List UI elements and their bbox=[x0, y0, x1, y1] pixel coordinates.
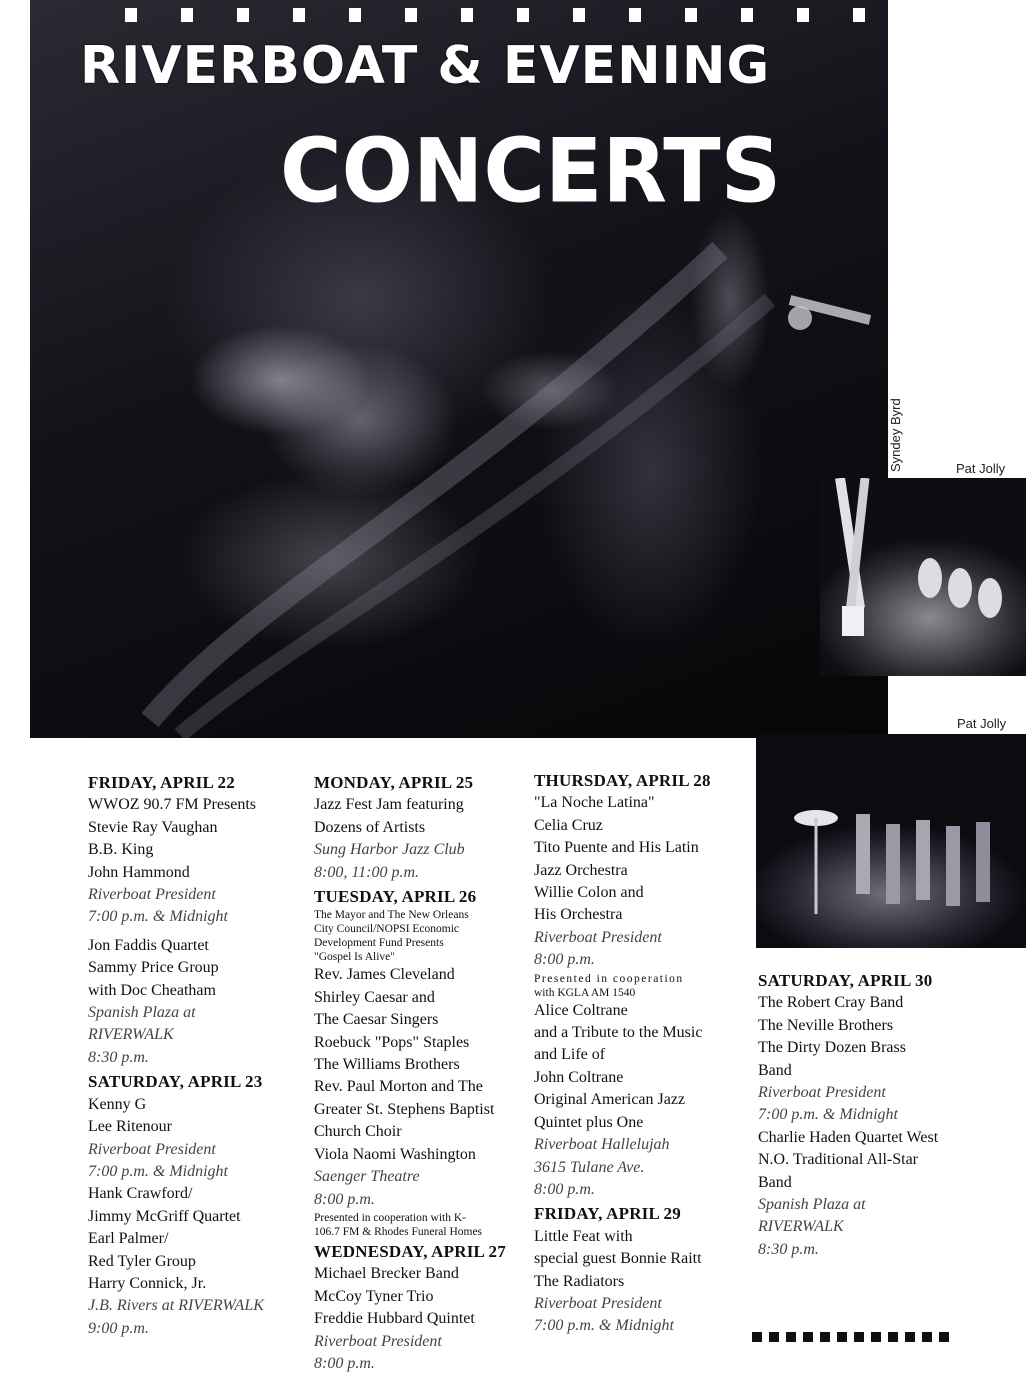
listing-line: Greater St. Stephens Baptist bbox=[314, 1100, 495, 1118]
listing-line: Jimmy McGriff Quartet bbox=[88, 1207, 241, 1225]
listing-line: Rev. James Cleveland bbox=[314, 966, 455, 984]
film-strip-holes bbox=[125, 8, 888, 22]
listing-line: Stevie Ray Vaughan bbox=[88, 818, 218, 836]
listing-line: Shirley Caesar and bbox=[314, 988, 435, 1006]
listing-line: Kenny G bbox=[88, 1095, 147, 1113]
listing-line: WWOZ 90.7 FM Presents bbox=[88, 796, 256, 814]
day-heading: THURSDAY, APRIL 28 bbox=[534, 771, 711, 790]
day-heading: FRIDAY, APRIL 29 bbox=[534, 1204, 681, 1224]
page-title-line1: RIVERBOAT & EVENING bbox=[80, 36, 771, 96]
presenter-note: 106.7 FM & Rhodes Funeral Homes bbox=[314, 1225, 483, 1238]
listing-line: and Life of bbox=[534, 1046, 606, 1064]
venue: Spanish Plaza at bbox=[758, 1196, 866, 1214]
page-title-line2: CONCERTS bbox=[280, 119, 782, 223]
show-time: 7:00 p.m. & Midnight bbox=[88, 908, 228, 926]
venue: Riverboat President bbox=[314, 1332, 442, 1350]
photo-credit-feet: Pat Jolly bbox=[956, 461, 1006, 476]
listing-line: The Williams Brothers bbox=[314, 1056, 460, 1074]
listing-line: John Coltrane bbox=[534, 1068, 624, 1086]
venue-address: 3615 Tulane Ave. bbox=[534, 1158, 645, 1176]
listing-line: Harry Connick, Jr. bbox=[88, 1274, 207, 1292]
show-time: 7:00 p.m. & Midnight bbox=[88, 1162, 228, 1180]
trumpeter-photo bbox=[30, 0, 888, 738]
venue: Sung Harbor Jazz Club bbox=[314, 841, 465, 859]
show-time: 9:00 p.m. bbox=[88, 1319, 149, 1337]
presenter-note: City Council/NOPSI Economic bbox=[314, 923, 460, 936]
listing-line: "La Noche Latina" bbox=[534, 794, 655, 812]
listing-line: Rev. Paul Morton and The bbox=[314, 1078, 483, 1096]
presenter-note: with KGLA AM 1540 bbox=[534, 986, 636, 999]
listing-line: Red Tyler Group bbox=[88, 1252, 196, 1270]
show-time: 8:00, 11:00 p.m. bbox=[314, 863, 420, 881]
venue: Riverboat Hallelujah bbox=[534, 1136, 670, 1154]
venue: Saenger Theatre bbox=[314, 1168, 420, 1186]
listing-line: Michael Brecker Band bbox=[314, 1265, 459, 1283]
listing-line: special guest Bonnie Raitt bbox=[534, 1250, 702, 1268]
listing-line: N.O. Traditional All-Star bbox=[758, 1151, 919, 1169]
listing-line: Alice Coltrane bbox=[534, 1001, 628, 1019]
venue: Riverboat President bbox=[88, 1140, 216, 1158]
photo-credit-band: Pat Jolly bbox=[957, 716, 1007, 731]
listing-line: Hank Crawford/ bbox=[88, 1185, 193, 1203]
listing-line: Earl Palmer/ bbox=[88, 1230, 169, 1248]
listing-line: Charlie Haden Quartet West bbox=[758, 1128, 939, 1146]
listing-line: B.B. King bbox=[88, 841, 154, 859]
schedule-column-4 bbox=[758, 968, 978, 1261]
schedule-column-1 bbox=[88, 770, 298, 1340]
venue: Riverboat President bbox=[534, 1294, 662, 1312]
listing-line: Church Choir bbox=[314, 1123, 402, 1141]
listing-line: and a Tribute to the Music bbox=[534, 1024, 703, 1042]
hero-photo bbox=[30, 0, 888, 738]
venue: Riverboat President bbox=[758, 1084, 886, 1102]
listing-line: Band bbox=[758, 1061, 792, 1079]
listing-line: Original American Jazz bbox=[534, 1091, 686, 1109]
listing-line: Roebuck "Pops" Staples bbox=[314, 1033, 470, 1051]
presenter-note: Development Fund Presents bbox=[314, 937, 444, 950]
schedule-column-3 bbox=[534, 768, 744, 1338]
listing-line: Jon Faddis Quartet bbox=[88, 936, 209, 954]
photo-credit-main: Syndey Byrd bbox=[888, 398, 903, 472]
listing-line: Jazz Fest Jam featuring bbox=[314, 796, 464, 814]
show-time: 8:00 p.m. bbox=[314, 1190, 375, 1208]
day-heading: SATURDAY, APRIL 23 bbox=[88, 1072, 263, 1092]
venue: RIVERWALK bbox=[758, 1218, 844, 1236]
show-time: 7:00 p.m. & Midnight bbox=[758, 1106, 898, 1124]
venue: Spanish Plaza at bbox=[88, 1004, 196, 1022]
day-heading: TUESDAY, APRIL 26 bbox=[314, 887, 477, 907]
day-heading: FRIDAY, APRIL 22 bbox=[88, 773, 235, 792]
listing-line: His Orchestra bbox=[534, 906, 623, 924]
show-time: 8:00 p.m. bbox=[314, 1354, 375, 1372]
listing-line: The Robert Cray Band bbox=[758, 994, 904, 1012]
listing-line: with Doc Cheatham bbox=[88, 981, 216, 999]
listing-line: John Hammond bbox=[88, 863, 190, 881]
listing-line: The Caesar Singers bbox=[314, 1011, 439, 1029]
listing-line: Celia Cruz bbox=[534, 816, 603, 834]
listing-line: Sammy Price Group bbox=[88, 959, 219, 977]
listing-line: Tito Puente and His Latin bbox=[534, 839, 699, 857]
venue: Riverboat President bbox=[534, 928, 662, 946]
presenter-note: Presented in cooperation with K- bbox=[314, 1211, 467, 1224]
listing-line: Willie Colon and bbox=[534, 884, 644, 902]
listing-line: The Dirty Dozen Brass bbox=[758, 1039, 906, 1057]
brass-band-photo bbox=[756, 734, 1026, 948]
listing-line: Quintet plus One bbox=[534, 1113, 644, 1131]
decorative-dots bbox=[752, 1332, 949, 1342]
listing-line: McCoy Tyner Trio bbox=[314, 1287, 434, 1305]
presenter-note: "Gospel Is Alive" bbox=[314, 951, 395, 964]
presenter-note: The Mayor and The New Orleans bbox=[314, 909, 469, 922]
listing-line: Little Feat with bbox=[534, 1227, 633, 1245]
listing-line: Freddie Hubbard Quintet bbox=[314, 1310, 475, 1328]
listing-line: The Radiators bbox=[534, 1272, 625, 1290]
listing-line: Lee Ritenour bbox=[88, 1118, 172, 1136]
venue: J.B. Rivers at RIVERWALK bbox=[88, 1297, 264, 1315]
listing-line: Jazz Orchestra bbox=[534, 861, 628, 879]
presenter-note: Presented in cooperation bbox=[534, 972, 684, 985]
listing-line: Dozens of Artists bbox=[314, 818, 426, 836]
show-time: 7:00 p.m. & Midnight bbox=[534, 1317, 674, 1335]
listing-line: Viola Naomi Washington bbox=[314, 1145, 476, 1163]
show-time: 8:00 p.m. bbox=[534, 1180, 595, 1198]
day-heading: SATURDAY, APRIL 30 bbox=[758, 971, 933, 990]
listing-line: Band bbox=[758, 1173, 792, 1191]
venue: RIVERWALK bbox=[88, 1026, 174, 1044]
day-heading: WEDNESDAY, APRIL 27 bbox=[314, 1241, 506, 1261]
listing-line: The Neville Brothers bbox=[758, 1016, 894, 1034]
schedule-column-2 bbox=[314, 770, 519, 1375]
show-time: 8:30 p.m. bbox=[88, 1048, 149, 1066]
show-time: 8:00 p.m. bbox=[534, 951, 595, 969]
dancers-feet-photo bbox=[820, 478, 1026, 676]
show-time: 8:30 p.m. bbox=[758, 1240, 819, 1258]
venue: Riverboat President bbox=[88, 886, 216, 904]
day-heading: MONDAY, APRIL 25 bbox=[314, 773, 474, 792]
